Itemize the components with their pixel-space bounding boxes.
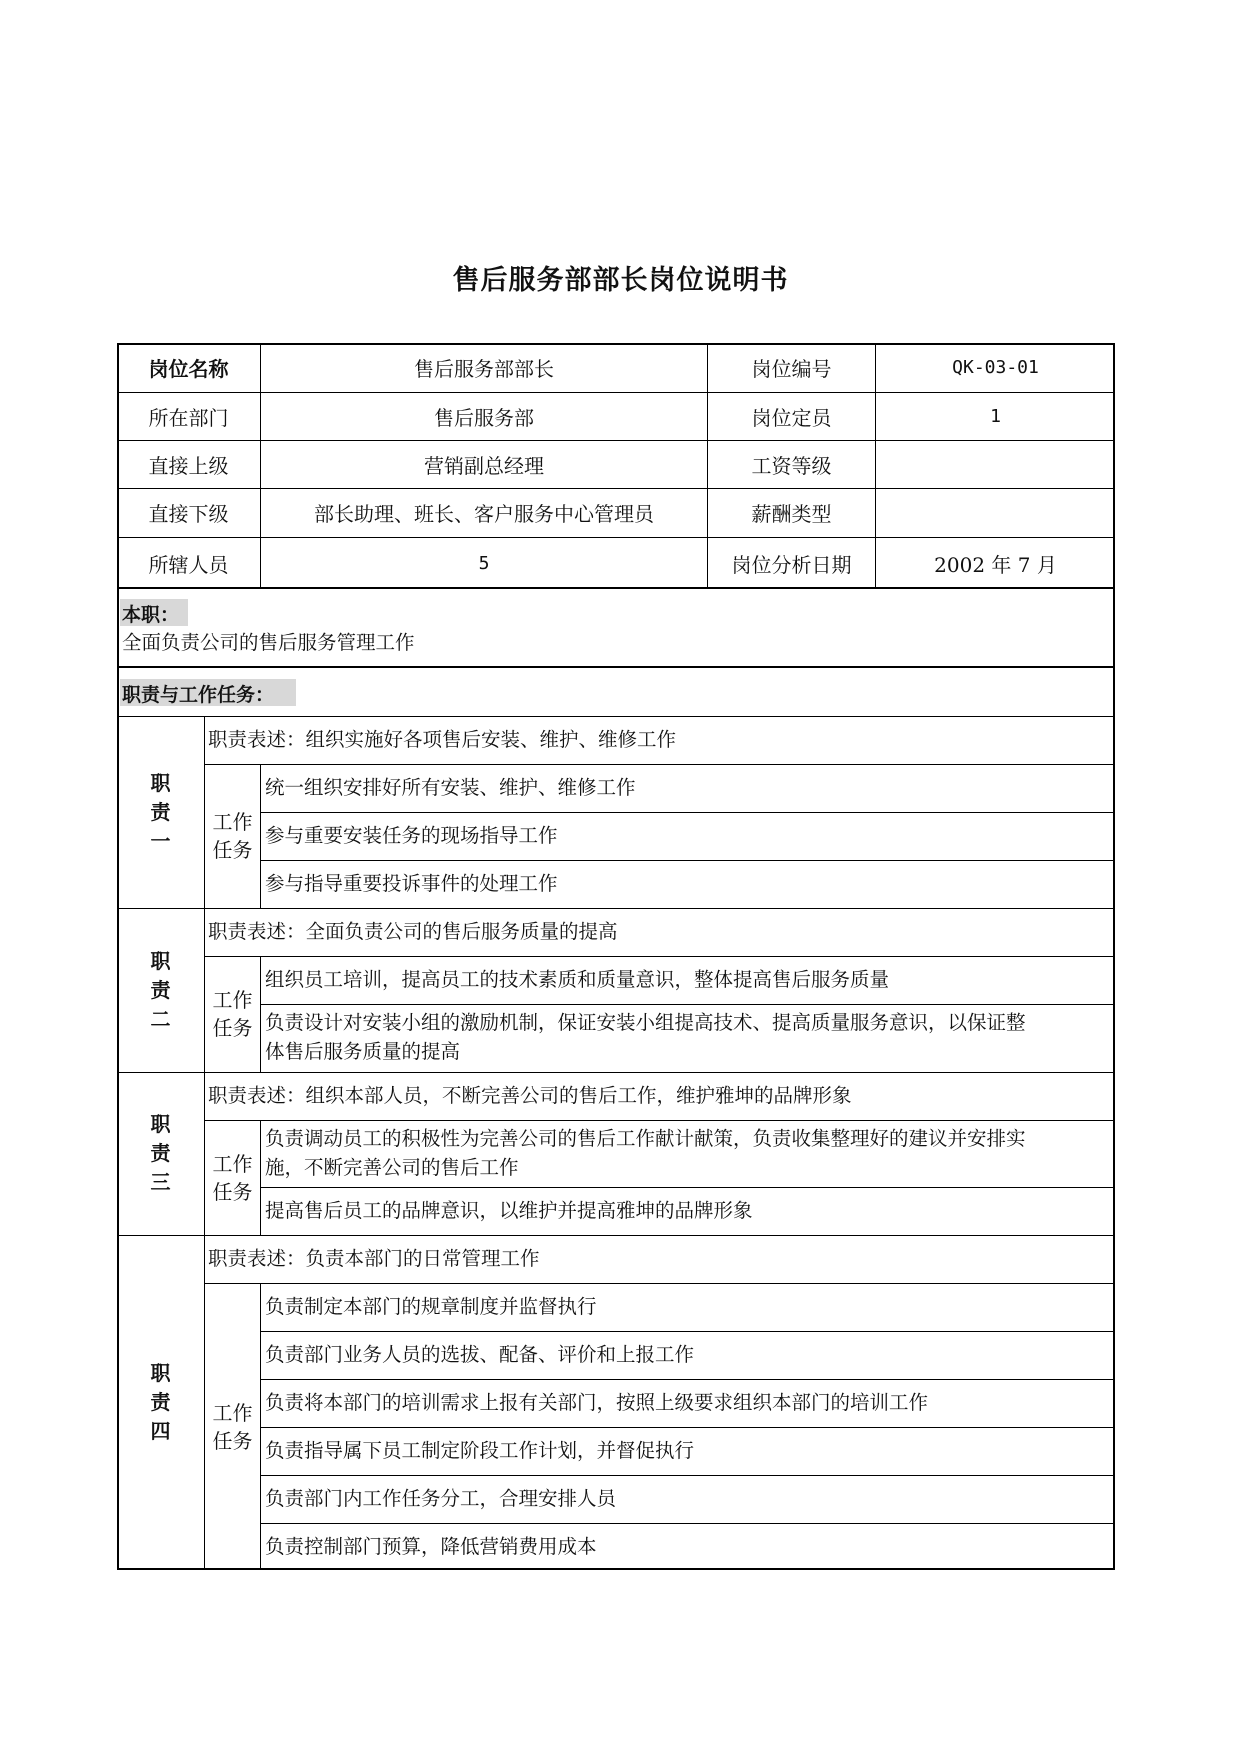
info-value — [876, 440, 1115, 488]
task-item: 负责部门业务人员的选拔、配备、评价和上报工作 — [265, 1343, 695, 1366]
duty-char: 四 — [150, 1419, 171, 1443]
duty-char: 职 — [150, 1112, 171, 1136]
info-value: 5 — [478, 552, 490, 574]
divider — [260, 1475, 1115, 1476]
divider — [260, 1331, 1115, 1332]
duty-char: 职 — [150, 770, 171, 795]
task-item: 参与重要安装任务的现场指导工作 — [265, 824, 558, 847]
info-value: 营销副总经理 — [424, 453, 544, 478]
info-label: 直接上级 — [148, 453, 229, 478]
info-value: 售后服务部部长 — [414, 357, 554, 381]
duty-char: 责 — [150, 977, 171, 1002]
divider — [117, 716, 1115, 717]
info-value: 部长助理、班长、客户服务中心管理员 — [314, 502, 654, 526]
info-label: 所辖人员 — [148, 552, 229, 577]
info-label: 岗位定员 — [751, 405, 832, 430]
duty-char: 责 — [150, 1141, 171, 1165]
duty-statement: 职责表述：负责本部门的日常管理工作 — [208, 1247, 540, 1270]
task-item: 负责部门内工作任务分工，合理安排人员 — [265, 1487, 617, 1510]
divider — [260, 860, 1115, 861]
duty-char: 一 — [150, 828, 171, 853]
divider — [260, 1427, 1115, 1428]
task-label-line: 工作 — [212, 1400, 253, 1425]
task-label-line: 任务 — [212, 1428, 253, 1453]
task-label-line: 任务 — [212, 838, 253, 862]
duty-char: 责 — [150, 799, 171, 824]
task-label — [205, 1283, 260, 1570]
divider — [260, 764, 261, 908]
duty-char: 责 — [150, 1390, 171, 1414]
info-value: 2002 年 7 月 — [934, 552, 1057, 577]
page-title: 售后服务部部长岗位说明书 — [452, 265, 789, 296]
duty-statement: 职责表述：组织实施好各项售后安装、维护、维修工作 — [208, 728, 677, 751]
duty-label — [117, 908, 204, 1072]
info-label: 岗位分析日期 — [731, 552, 852, 577]
info-label: 岗位编号 — [751, 357, 832, 381]
duty-label — [117, 716, 204, 908]
task-label-line: 任务 — [212, 1016, 253, 1040]
info-label: 工资等级 — [751, 453, 832, 478]
task-label — [205, 956, 260, 1072]
duty-char: 三 — [150, 1170, 171, 1194]
info-label: 薪酬类型 — [751, 502, 832, 526]
divider — [260, 956, 261, 1072]
divider — [260, 1523, 1115, 1524]
task-item: 统一组织安排好所有安装、维护、维修工作 — [265, 776, 636, 799]
duties-heading: 职责与工作任务： — [122, 684, 275, 706]
divider — [260, 812, 1115, 813]
task-item: 负责控制部门预算，降低营销费用成本 — [265, 1535, 597, 1558]
info-value: 1 — [990, 405, 1001, 427]
task-item: 参与指导重要投诉事件的处理工作 — [265, 872, 558, 895]
divider — [260, 1004, 1115, 1005]
info-value — [876, 488, 1115, 537]
divider — [260, 1120, 261, 1235]
divider — [117, 1235, 1115, 1236]
divider — [117, 1072, 1115, 1073]
task-item: 负责制定本部门的规章制度并监督执行 — [265, 1295, 597, 1318]
divider — [117, 908, 1115, 909]
task-label — [205, 764, 260, 908]
task-item: 负责指导属下员工制定阶段工作计划，并督促执行 — [265, 1439, 695, 1462]
divider — [260, 1379, 1115, 1380]
duty-char: 职 — [150, 948, 171, 973]
task-label — [205, 1120, 260, 1235]
divider — [204, 764, 1115, 765]
duty-label — [117, 1072, 204, 1235]
task-item: 组织员工培训，提高员工的技术素质和质量意识，整体提高售后服务质量 — [265, 968, 890, 991]
task-item: 施，不断完善公司的售后工作 — [265, 1156, 519, 1179]
duty-statement: 职责表述：全面负责公司的售后服务质量的提高 — [208, 920, 618, 943]
task-item: 提高售后员工的品牌意识，以维护并提高雅坤的品牌形象 — [265, 1199, 753, 1222]
divider — [204, 1120, 1115, 1121]
duty-label — [117, 1235, 204, 1570]
task-label-line: 任务 — [212, 1179, 253, 1204]
task-label-line: 工作 — [212, 810, 253, 834]
task-label-line: 工作 — [212, 988, 253, 1012]
task-item: 负责将本部门的培训需求上报有关部门，按照上级要求组织本部门的培训工作 — [265, 1391, 929, 1414]
duty-char: 职 — [150, 1361, 171, 1385]
task-item: 体售后服务质量的提高 — [265, 1040, 461, 1063]
divider — [204, 956, 1115, 957]
divider — [204, 1283, 1115, 1284]
benzhi-heading: 本职： — [122, 604, 180, 626]
task-label-line: 工作 — [212, 1151, 253, 1176]
duty-statement: 职责表述：组织本部人员，不断完善公司的售后工作，维护雅坤的品牌形象 — [208, 1084, 852, 1107]
info-value: 售后服务部 — [434, 405, 534, 430]
info-value: QK-03-01 — [952, 357, 1039, 378]
info-label: 直接下级 — [148, 502, 229, 526]
duty-char: 二 — [150, 1006, 171, 1031]
task-item: 负责设计对安装小组的激励机制，保证安装小组提高技术、提高质量服务意识，以保证整 — [265, 1011, 1026, 1034]
benzhi-text: 全面负责公司的售后服务管理工作 — [122, 631, 415, 654]
info-label: 所在部门 — [148, 405, 229, 430]
task-item: 负责调动员工的积极性为完善公司的售后工作献计献策，负责收集整理好的建议并安排实 — [265, 1127, 1026, 1150]
info-label: 岗位名称 — [148, 357, 229, 381]
divider — [260, 1187, 1115, 1188]
